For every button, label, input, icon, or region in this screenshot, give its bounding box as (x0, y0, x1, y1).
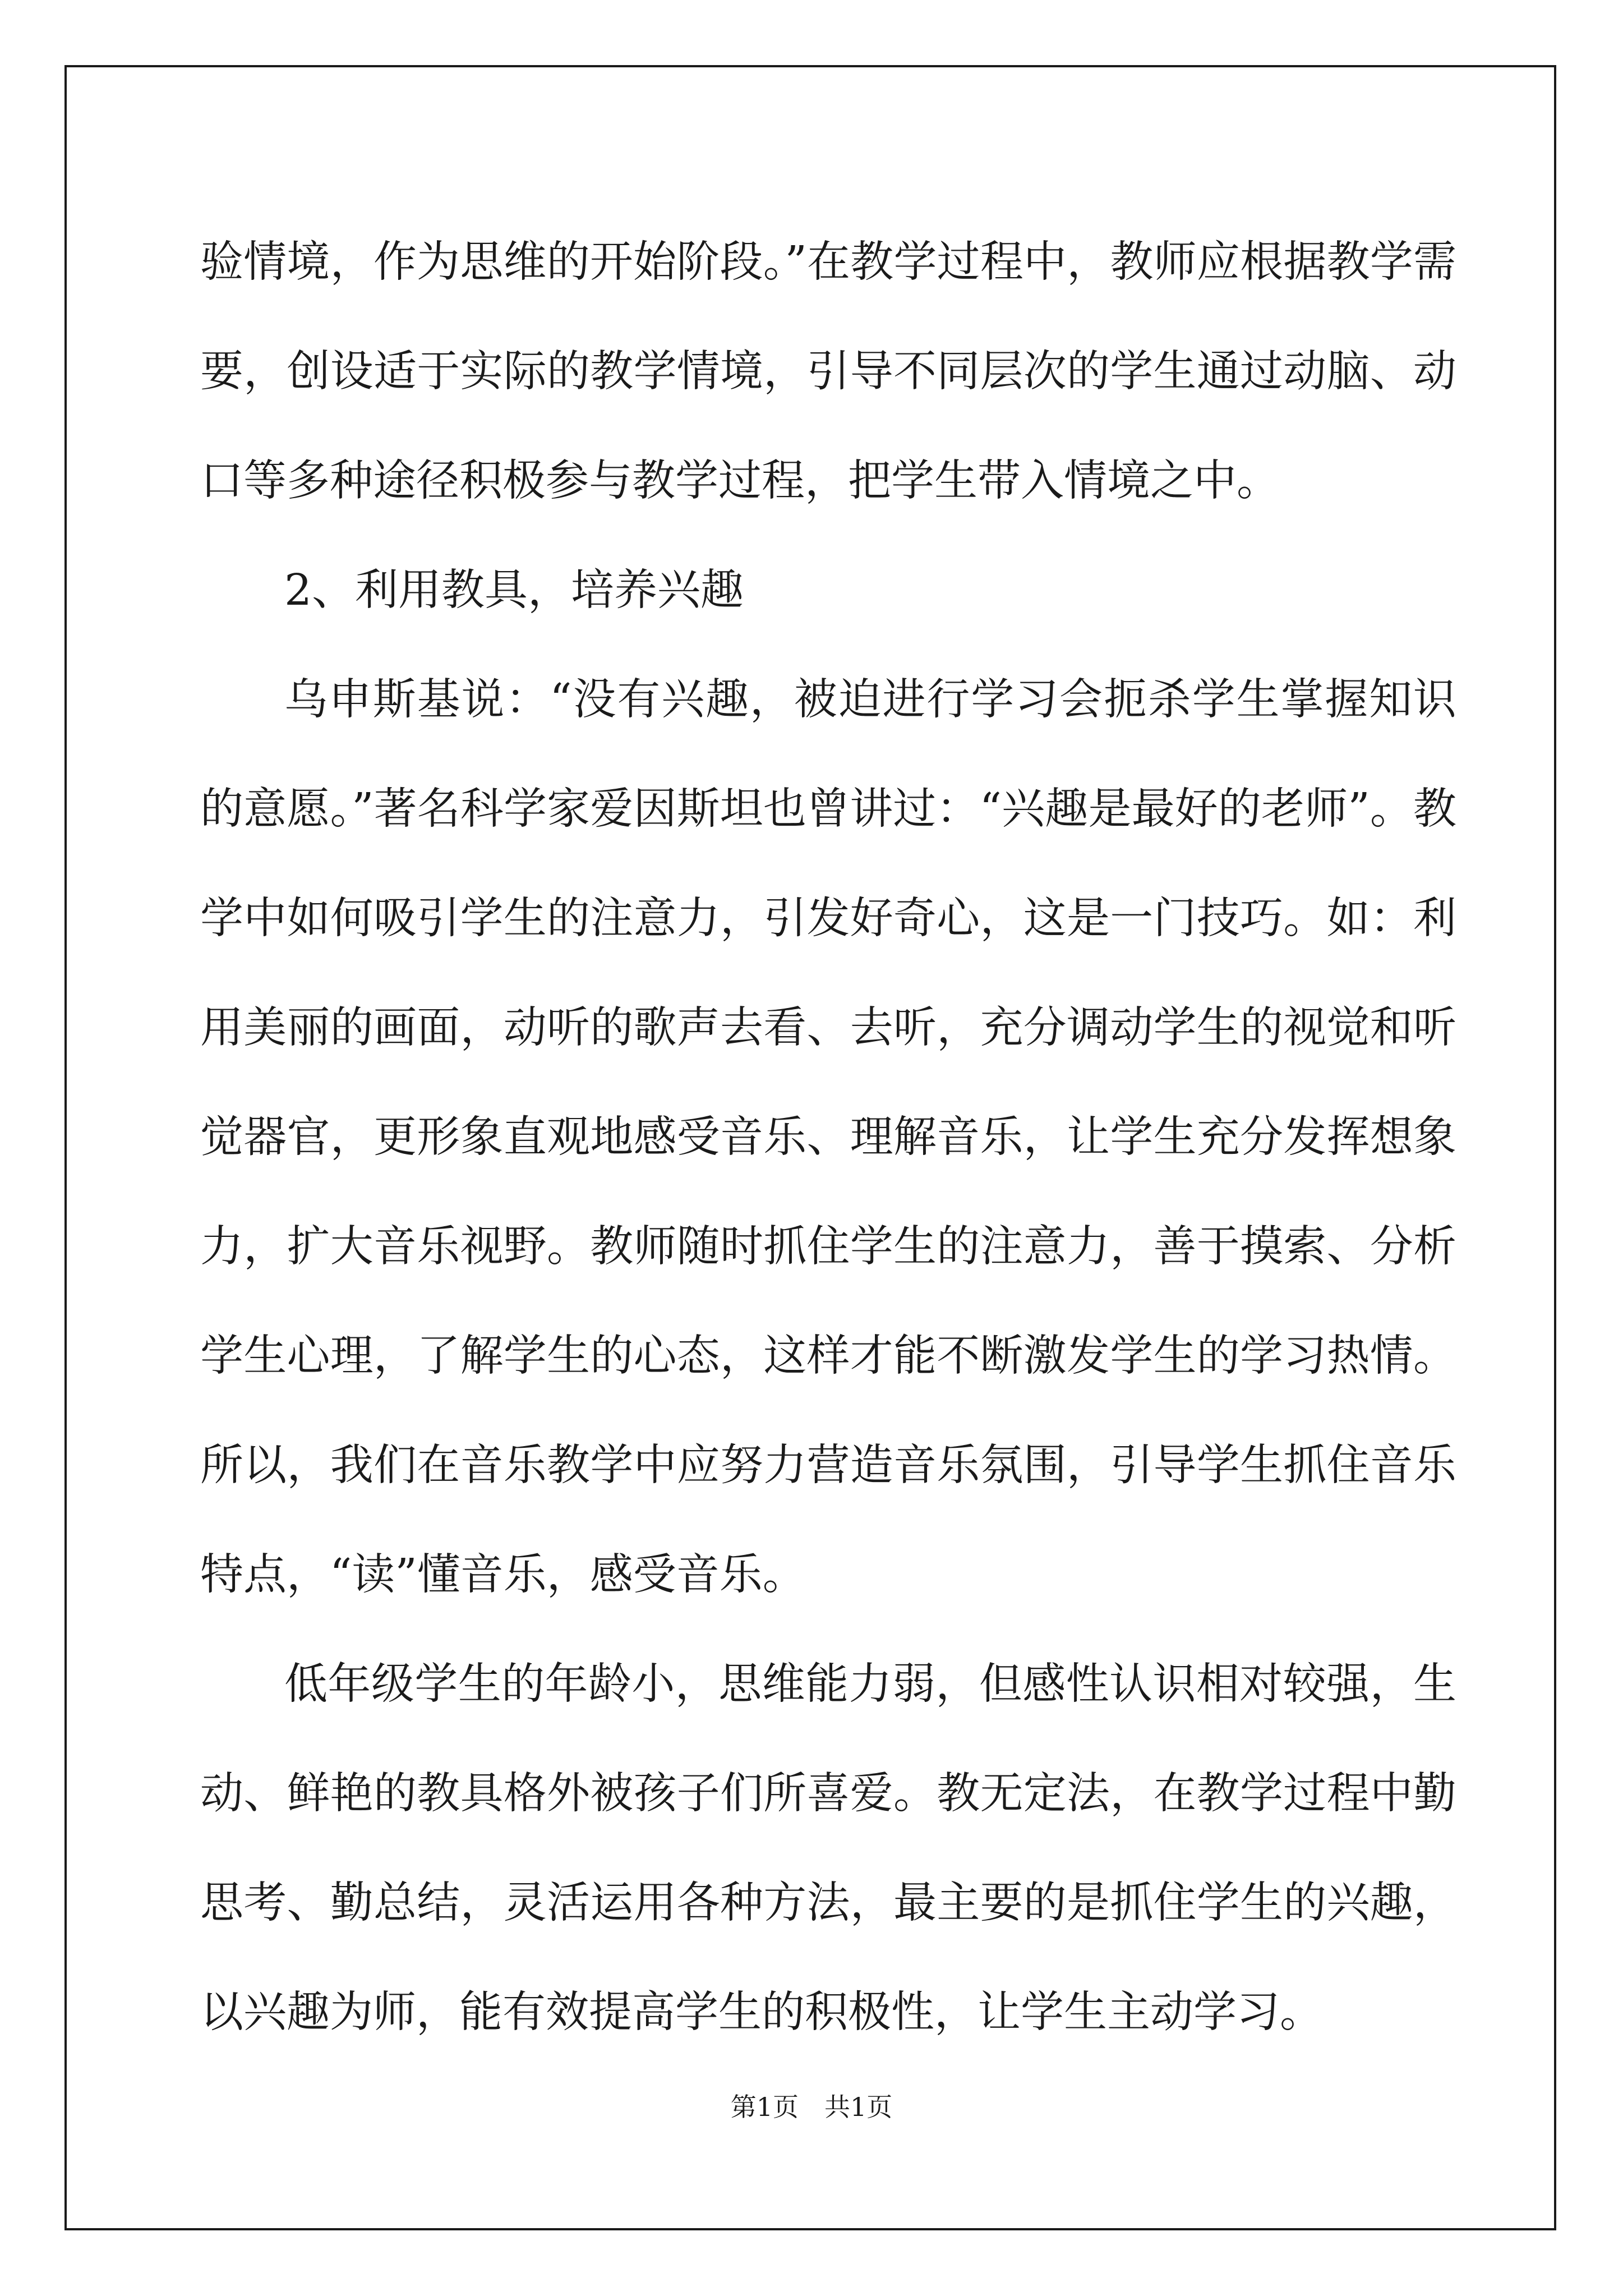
paragraph-2: 乌申斯基说：“没有兴趣，被迫进行学习会扼杀学生掌握知识的意愿。”著名科学家爱因斯坦也曾讲过：“兴趣是最好的老师”。教学中如何吸引学生的注意力，引发好奇心，这是一门技巧。如：利用美丽的画面，动听的歌声去看、去听，充分调动学生的视觉和听觉器官，更形象直观地感受音乐、理解音乐，让学生充分发挥想象力，扩大音乐视野。教师随时抓住学生的注意力，善于摸索、分析学生心理，了解学生的心态，这样才能不断激发学生的学习热情。所以，我们在音乐教学中应努力营造音乐氛围，引导学生抓住音乐特点，“读”懂音乐，感受音乐。 (200, 675, 1456, 1600)
section-heading: 2、利用教具，培养兴趣 (284, 565, 744, 615)
page-number-footer: 第1页 共1页 (730, 2092, 893, 2122)
document-body (200, 208, 1456, 2067)
paragraph-1: 验情境，作为思维的开始阶段。”在教学过程中，教师应根据教学需要，创设适于实际的教学情境，引导不同层次的学生通过动脑、动口等多种途径积极参与教学过程，把学生带入情境之中。 (200, 237, 1456, 506)
paragraph-3: 低年级学生的年龄小，思维能力弱，但感性认识相对较强，生动、鲜艳的教具格外被孩子们所喜爱。教无定法，在教学过程中勤思考、勤总结，灵活运用各种方法，最主要的是抓住学生的兴趣，以兴趣为师，能有效提高学生的积极性，让学生主动学习。 (200, 1659, 1456, 2037)
